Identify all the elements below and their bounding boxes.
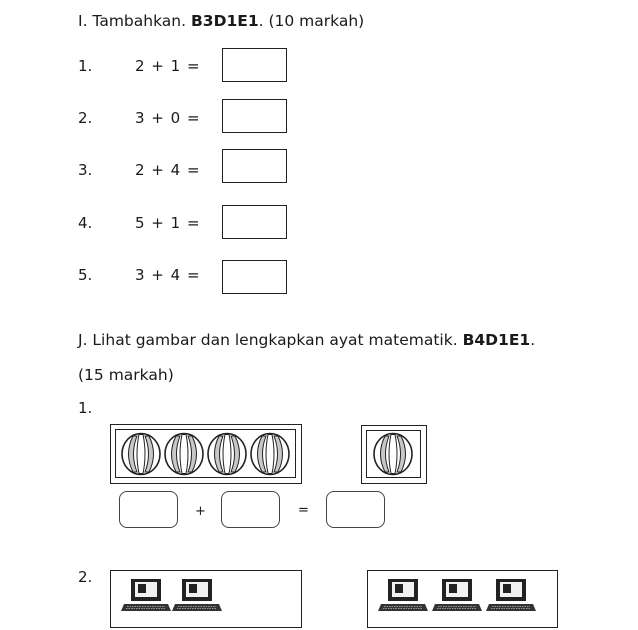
answer-box-2[interactable] — [222, 99, 287, 133]
computers-group-left — [110, 570, 302, 628]
question-number-1: 1. — [78, 57, 93, 75]
answer-box-1[interactable] — [222, 48, 287, 82]
section-j-title — [78, 331, 535, 349]
ball-icon — [208, 434, 246, 475]
j-question-number-2: 2. — [78, 568, 93, 586]
section-i-title-text: I. Tambahkan. — [78, 12, 187, 30]
question-number-4: 4. — [78, 214, 93, 232]
computer-icon — [486, 579, 536, 611]
question-number-5: 5. — [78, 266, 93, 284]
addend-1-box[interactable] — [119, 491, 178, 528]
addend-2-box[interactable] — [221, 491, 280, 528]
computer-icon — [378, 579, 428, 611]
ball-icon — [251, 434, 289, 475]
section-j-marks: (15 markah) — [78, 366, 174, 384]
ball-icons-right — [371, 432, 415, 477]
section-j-code: B4D1E1 — [462, 331, 531, 349]
answer-box-5[interactable] — [222, 260, 287, 294]
section-j-title-text: J. Lihat gambar dan lengkapkan ayat matematik. — [78, 331, 458, 349]
question-number-3: 3. — [78, 161, 93, 179]
ball-icons-left — [119, 432, 295, 477]
expression-4: 5 + 1 = — [135, 214, 201, 232]
question-number-2: 2. — [78, 109, 93, 127]
expression-5: 3 + 4 = — [135, 266, 201, 284]
j-question-number-1: 1. — [78, 399, 93, 417]
balls-group-right — [361, 425, 427, 484]
sum-box[interactable] — [326, 491, 385, 528]
section-i-title — [78, 12, 364, 30]
expression-3: 2 + 4 = — [135, 161, 201, 179]
section-j-title-end: . — [530, 331, 536, 349]
computer-icon — [121, 579, 171, 611]
answer-box-3[interactable] — [222, 149, 287, 183]
answer-box-4[interactable] — [222, 205, 287, 239]
section-i-marks: . (10 markah) — [258, 12, 365, 30]
computer-icon — [172, 579, 222, 611]
expression-2: 3 + 0 = — [135, 109, 201, 127]
plus-sign: + — [195, 504, 206, 519]
ball-icon — [165, 434, 203, 475]
computer-icons-right — [376, 577, 541, 613]
balls-group-left — [110, 424, 302, 484]
expression-1: 2 + 1 = — [135, 57, 201, 75]
ball-icon — [374, 434, 412, 475]
computers-group-right — [367, 570, 558, 628]
section-i-code: B3D1E1 — [190, 12, 259, 30]
equals-sign: = — [298, 503, 309, 518]
computer-icon — [432, 579, 482, 611]
computer-icons-left — [119, 577, 229, 613]
ball-icon — [122, 434, 160, 475]
